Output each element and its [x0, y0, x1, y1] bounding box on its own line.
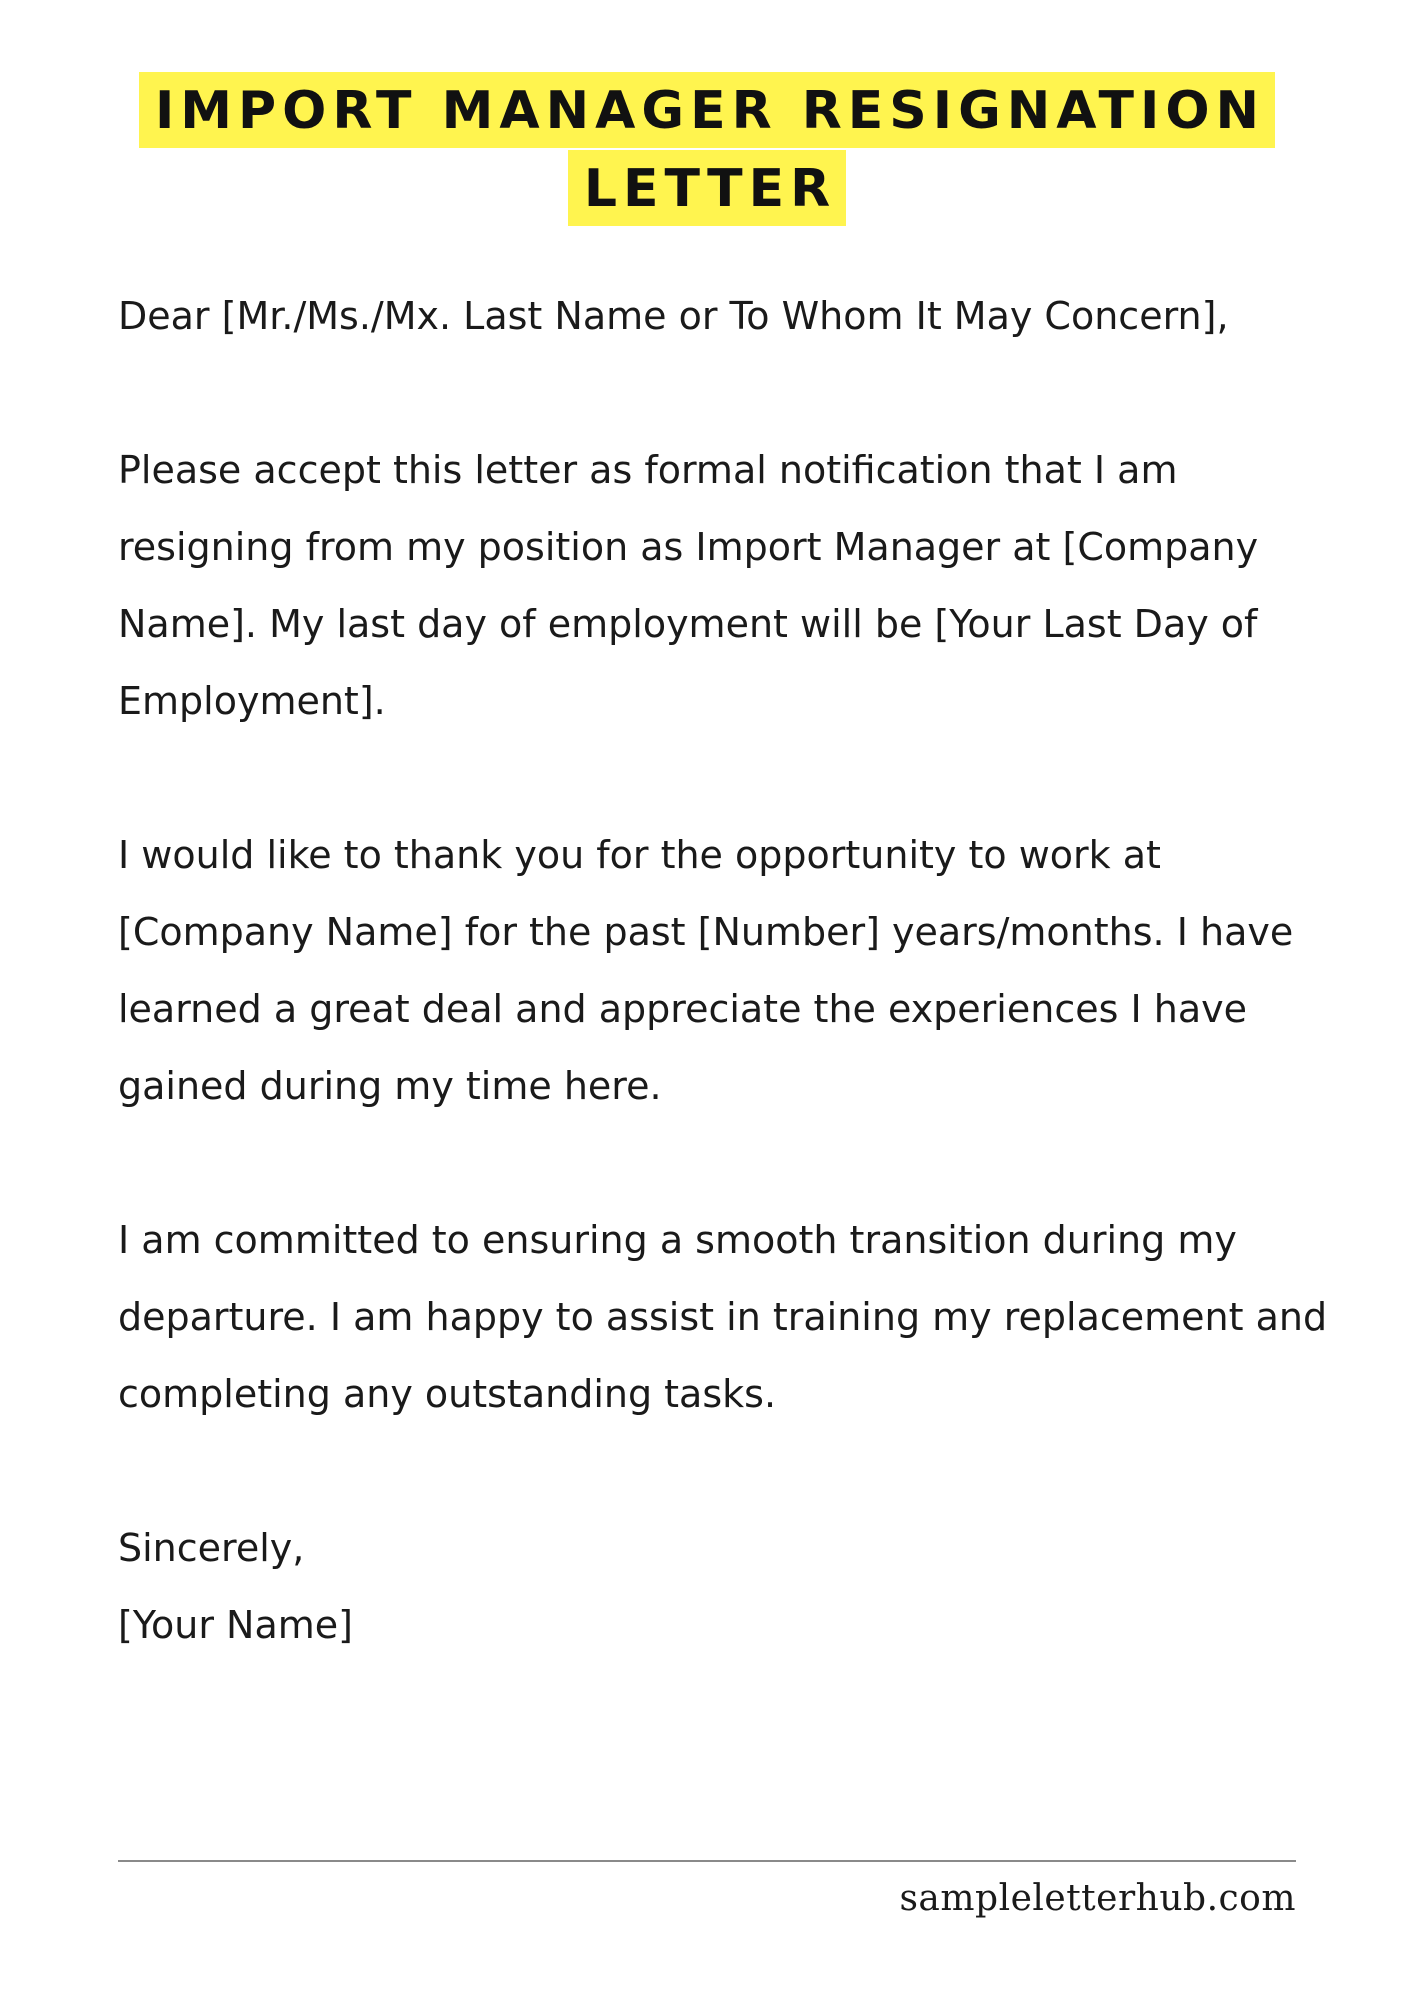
footer-divider	[118, 1860, 1296, 1862]
salutation: Dear [Mr./Ms./Mx. Last Name or To Whom It May Concern],	[118, 294, 1229, 338]
signature-name: [Your Name]	[118, 1603, 353, 1647]
paragraph-transition: I am committed to ensuring a smooth transition during my departure. I am happy to assist in training my replacement and completing any outstanding tasks.	[118, 1218, 1328, 1416]
letter-title	[0, 72, 1414, 226]
letter-body	[118, 278, 1358, 1664]
title-line-1: IMPORT MANAGER RESIGNATION	[139, 72, 1275, 148]
closing: Sincerely,	[118, 1526, 305, 1570]
website-link[interactable]: sampleletterhub.com	[899, 1878, 1296, 1919]
paragraph-resignation-notice: Please accept this letter as formal notification that I am resigning from my position as Import Manager at [Company Name]. My last day of employment will be [Your Last Day of Employment].	[118, 448, 1259, 723]
title-line-2: LETTER	[568, 150, 846, 226]
paragraph-thanks: I would like to thank you for the opportunity to work at [Company Name] for the past [Number] years/months. I have learned a great deal and appreciate the experiences I have gained during my time here.	[118, 833, 1294, 1108]
